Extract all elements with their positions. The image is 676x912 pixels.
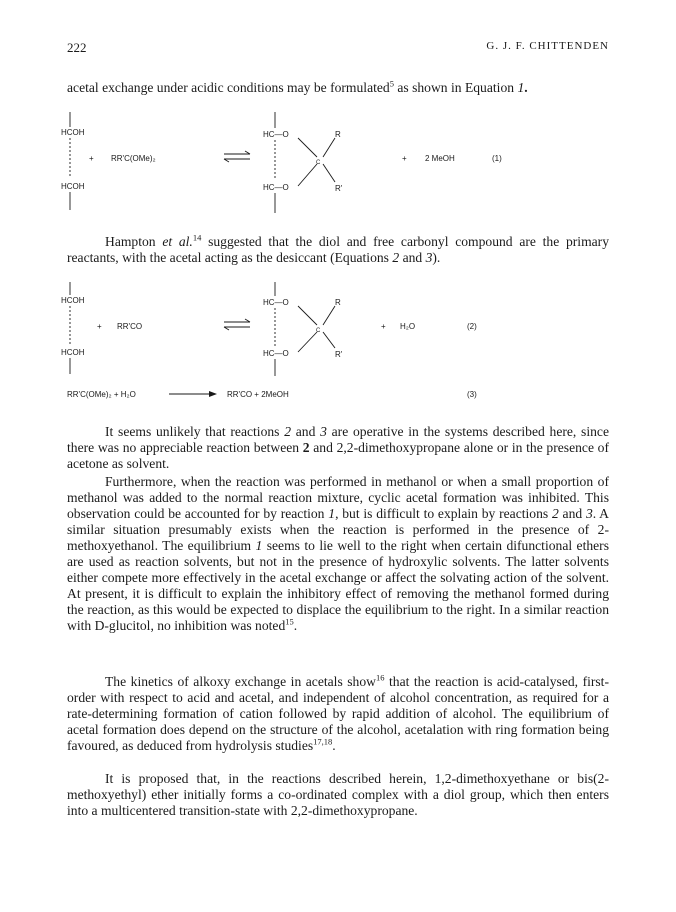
equation-number-1: (1) (492, 154, 502, 163)
page-header (67, 40, 609, 60)
equation-ref-2: 2 (551, 506, 559, 521)
reagent-label: RR'C(OMe)₂ (111, 154, 156, 163)
reference-14: 14 (192, 232, 202, 243)
ring-top-label: HC—O (263, 130, 289, 139)
p1-text-b: are operative in the systems described here, since there was no appreciable reaction between (67, 424, 609, 455)
hampton-and: and (399, 250, 426, 265)
p2-text-d: seems to lie well to the right when certain difunctional ethers are used as reaction solvents, but not in the presence of hydroxylic solvents. The latter solvents either compete more effectively in the acetal exchange or affect the solvating action of the solvent. At present, it is difficult to explain the inhibitory effect of removing the methanol formed during the reaction, as this would be expected to displace the equilibrium to the right. In a similar reaction with D-glucitol, no inhibition was noted (67, 538, 610, 633)
diol-bottom-label: HCOH (61, 182, 85, 191)
equation-3 (67, 384, 609, 404)
ring-bottom-label: HC—O (263, 349, 289, 358)
diol-bottom-label: HCOH (61, 348, 85, 357)
eq3-right: RR'CO + 2MeOH (227, 390, 289, 399)
hampton-text: suggested that the diol and free carbonyl compound are the primary reactants, with the acetal acting as the desiccant (Equations (67, 234, 610, 265)
equation-ref-2: 2 (284, 424, 291, 439)
p3-text-b: that the reaction is acid-catalysed, first-order with respect to acid and acetal, and independent of alcohol concentration, as required for a rate-determining formation of cation followed by rapid addition of alcohol. The equilibrium of acetal formation does depend on the structure of the alcohol, acetalation with ring formation being favoured, as deduced from hydrolysis studies (67, 674, 609, 753)
p1-and: and (291, 424, 321, 439)
hampton-end: ). (432, 250, 441, 265)
r-group-bottom: R' (335, 350, 343, 359)
diol-top-label: HCOH (61, 128, 85, 137)
r-group-bottom: R' (335, 184, 343, 193)
intro-paragraph (67, 80, 609, 96)
equation-ref-1: 1 (517, 80, 525, 95)
byproduct-label: H₂O (400, 322, 416, 331)
p3-end: . (332, 738, 336, 753)
r-group-top: R (335, 298, 341, 307)
p2-end: . (293, 618, 298, 633)
plus-sign: + (97, 322, 102, 331)
equation-2 (61, 280, 609, 380)
plus-sign: + (89, 154, 94, 163)
ring-bottom-label: HC—O (263, 183, 289, 192)
paragraph-methanol (67, 474, 609, 634)
paragraph-proposed (67, 771, 609, 819)
equation-number-3: (3) (467, 390, 477, 399)
equation-ref-3: 3 (320, 424, 327, 439)
ring-top-label: HC—O (263, 298, 289, 307)
intro-period: . (524, 80, 528, 95)
p3-text-a: The kinetics of alkoxy exchange in acetals show (105, 674, 376, 689)
reference-17-18: 17,18 (313, 736, 333, 747)
hampton-author: Hampton (105, 234, 163, 249)
compound-ref-2: 2 (302, 440, 310, 455)
equation-ref-1b: 1 (255, 538, 263, 553)
equation-ref-3: 3 (425, 250, 433, 265)
hampton-etal: et al. (162, 234, 193, 249)
p2-text-b: , but is difficult to explain by reactions (335, 506, 552, 521)
p2-text-a: Furthermore, when the reaction was performed in methanol or when a small proportion of methanol was added to the normal reaction mixture, cyclic acetal formation was inhibited. This observation could be accounted for by reaction (67, 474, 609, 521)
p2-text-c: . A similar situation presumably exists when the reaction is performed in the presence of 2-methoxyethanol. The equilibrium (67, 506, 609, 553)
reagent-label: RR'CO (117, 322, 143, 331)
p4-text: It is proposed that, in the reactions described herein, 1,2-dimethoxyethane or bis(2-methoxyethyl) ether initially forms a co-ordinated complex with a diol group, which then enters into a multicentered transition-state with 2,2-dimethoxypropane. (67, 771, 609, 818)
reference-5: 5 (389, 78, 394, 89)
equation-number-2: (2) (467, 322, 477, 331)
page-number: 222 (67, 40, 87, 55)
acetal-carbon-label: C (316, 160, 321, 166)
acetal-carbon-label: C (316, 328, 321, 334)
plus-sign-2: + (381, 322, 386, 331)
reference-16: 16 (375, 672, 385, 683)
byproduct-label: 2 MeOH (425, 154, 455, 163)
eq3-left: RR'C(OMe)₂ + H₂O (67, 390, 136, 399)
diol-top-label: HCOH (61, 296, 85, 305)
p1-text-a: It seems unlikely that reactions (105, 424, 285, 439)
running-author: G. J. F. CHITTENDEN (486, 40, 609, 52)
equation-1 (61, 110, 609, 225)
intro-text-2: as shown in Equation (393, 80, 518, 95)
equation-ref-3: 3 (585, 506, 593, 521)
equation-ref-1: 1 (328, 506, 336, 521)
paragraph-kinetics (67, 674, 609, 754)
p1-text-c: and 2,2-dimethoxypropane alone or in the presence of acetone as solvent. (67, 440, 609, 471)
p2-and: and (558, 506, 586, 521)
intro-text: acetal exchange under acidic conditions may be formulated (67, 80, 390, 95)
r-group-top: R (335, 130, 341, 139)
hampton-paragraph (67, 234, 609, 266)
reference-15: 15 (285, 616, 294, 627)
plus-sign-2: + (402, 154, 407, 163)
equation-ref-2: 2 (392, 250, 400, 265)
paragraph-unlikely (67, 424, 609, 472)
